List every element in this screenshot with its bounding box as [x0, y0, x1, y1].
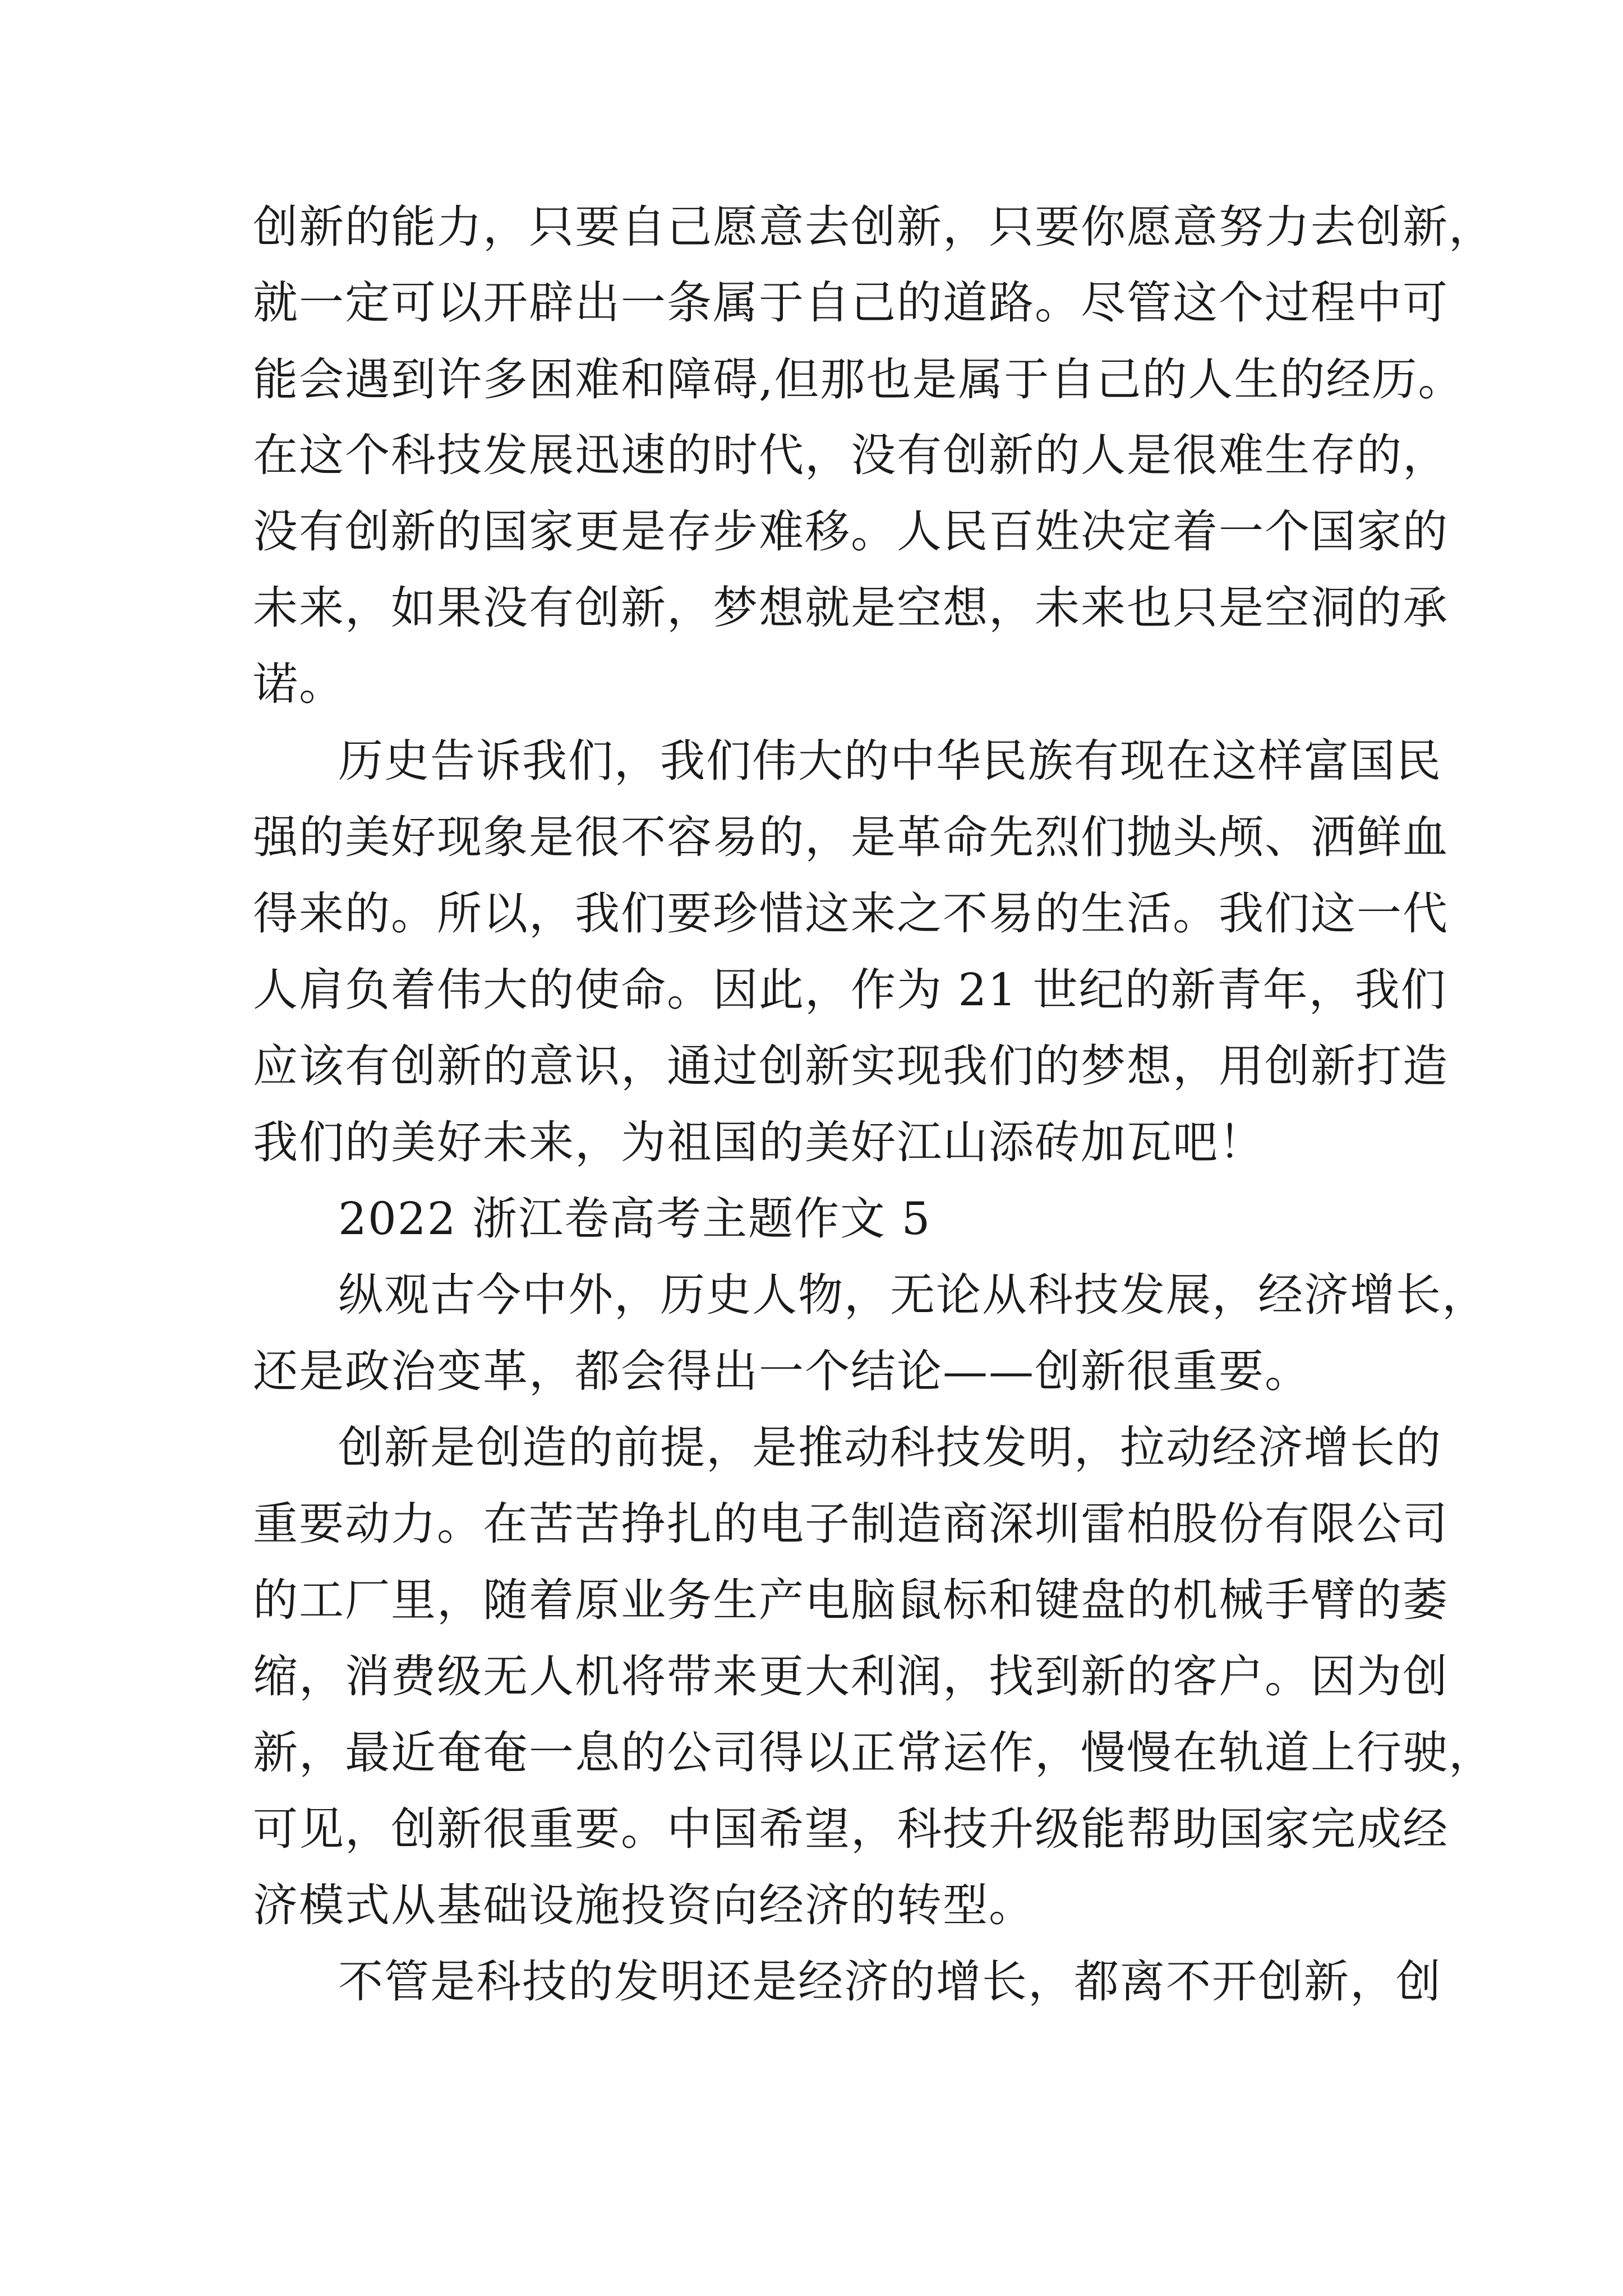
text-line: 强的美好现象是很不容易的，是革命先烈们抛头颅、洒鲜血 [253, 811, 1449, 863]
text-line: 创新的能力，只要自己愿意去创新，只要你愿意努力去创新， [253, 201, 1495, 253]
text-line: 能会遇到许多困难和障碍,但那也是属于自己的人生的经历。 [253, 353, 1464, 406]
text-line: 济模式从基础设施投资向经济的转型。 [253, 1879, 1035, 1931]
paragraph-start-line: 历史告诉我们，我们伟大的中华民族有现在这样富国民 [338, 735, 1442, 787]
paragraph-start-line: 纵观古今中外，历史人物，无论从科技发展，经济增长， [338, 1269, 1488, 1321]
text-line: 重要动力。在苦苦挣扎的电子制造商深圳雷柏股份有限公司 [253, 1498, 1449, 1550]
text-line: 就一定可以开辟出一条属于自己的道路。尽管这个过程中可 [253, 277, 1449, 329]
text-line: 人肩负着伟大的使命。因此，作为 21 世纪的新青年，我们 [253, 964, 1447, 1016]
text-line: 新，最近奄奄一息的公司得以正常运作，慢慢在轨道上行驶， [253, 1727, 1495, 1779]
text-line: 还是政治变革，都会得出一个结论——创新很重要。 [253, 1345, 1311, 1397]
text-line: 得来的。所以，我们要珍惜这来之不易的生活。我们这一代 [253, 887, 1449, 940]
text-line: 应该有创新的意识，通过创新实现我们的梦想，用创新打造 [253, 1040, 1449, 1092]
text-line: 可见，创新很重要。中国希望，科技升级能帮助国家完成经 [253, 1803, 1449, 1855]
section-heading: 2022 浙江卷高考主题作文 5 [338, 1193, 932, 1245]
paragraph-start-line: 不管是科技的发明还是经济的增长，都离不开创新，创 [338, 1955, 1442, 2008]
text-line: 没有创新的国家更是存步难移。人民百姓决定着一个国家的 [253, 505, 1449, 558]
text-line: 未来，如果没有创新，梦想就是空想，未来也只是空洞的承 [253, 582, 1449, 634]
paragraph-start-line: 创新是创造的前提，是推动科技发明，拉动经济增长的 [338, 1421, 1442, 1474]
text-line: 诺。 [253, 658, 345, 710]
text-line: 缩，消费级无人机将带来更大利润，找到新的客户。因为创 [253, 1650, 1449, 1703]
text-line: 的工厂里，随着原业务生产电脑鼠标和键盘的机械手臂的萎 [253, 1574, 1449, 1626]
text-line: 我们的美好未来，为祖国的美好江山添砖加瓦吧！ [253, 1116, 1265, 1168]
text-line: 在这个科技发展迅速的时代，没有创新的人是很难生存的， [253, 429, 1449, 481]
